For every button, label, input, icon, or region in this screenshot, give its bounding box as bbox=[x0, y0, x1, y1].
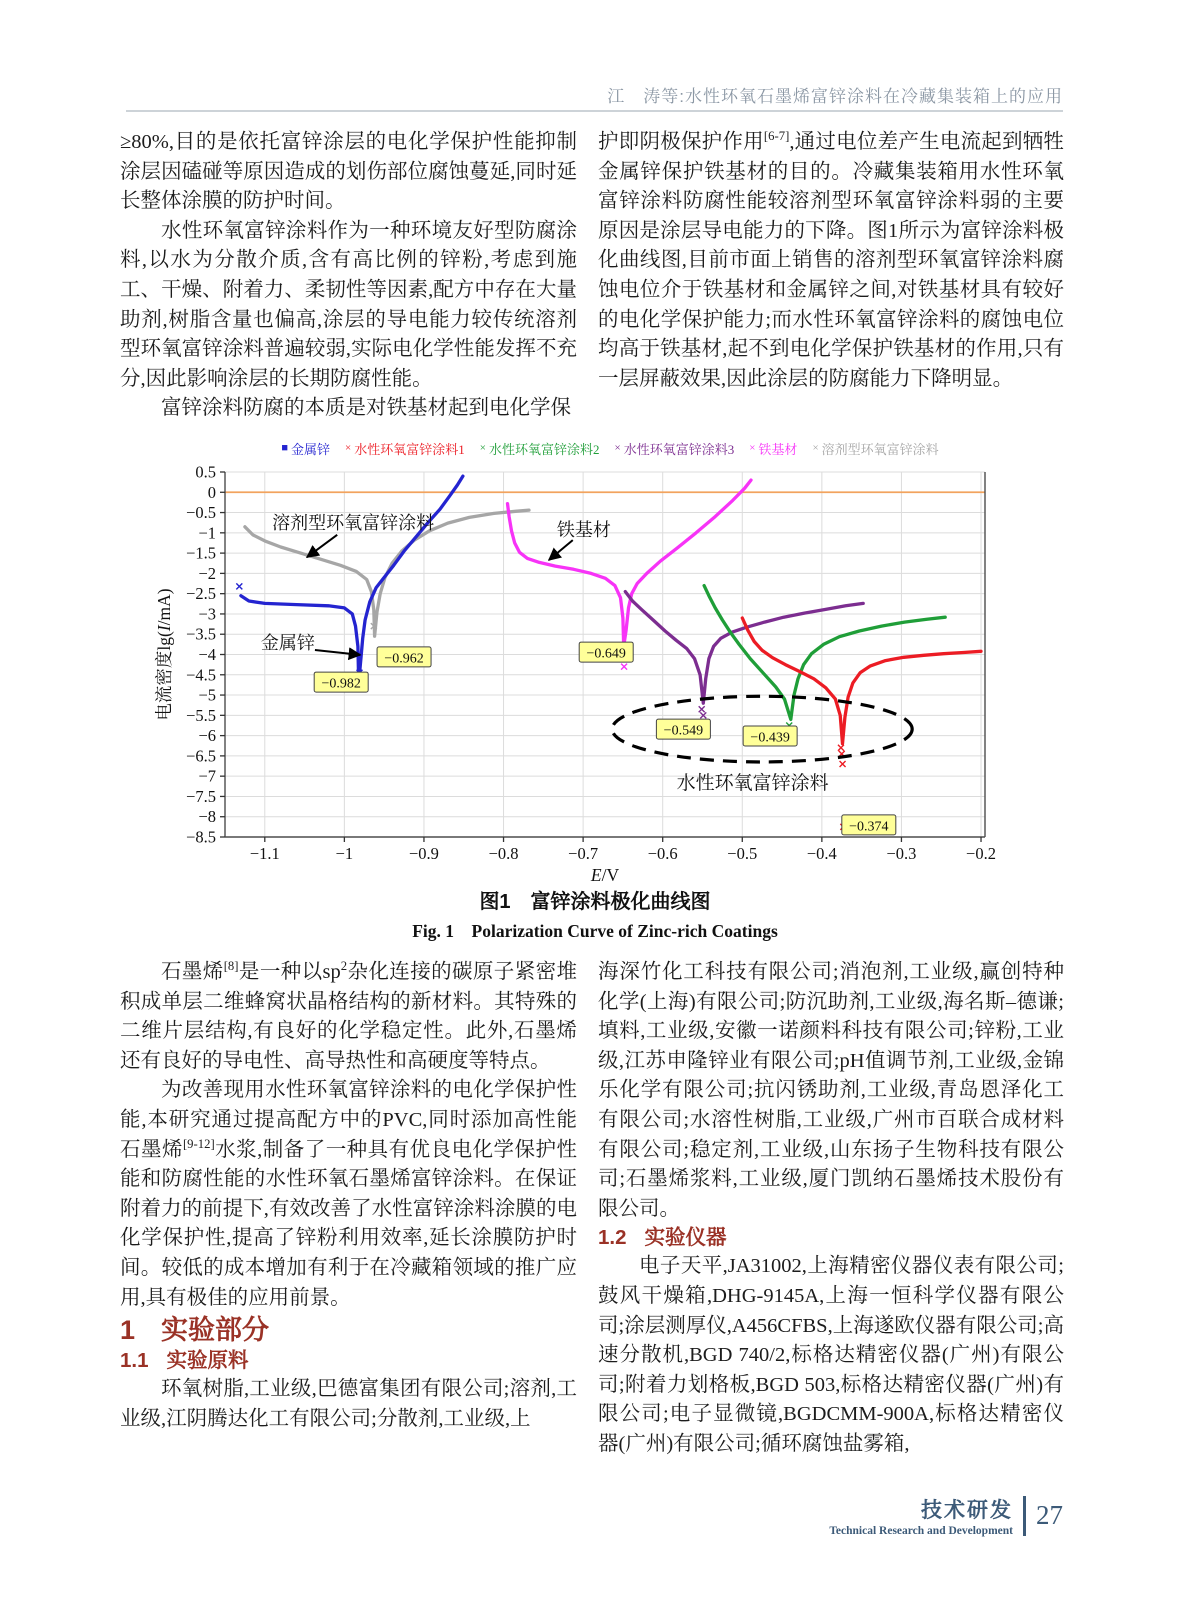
x-tick-label: −1 bbox=[335, 844, 354, 863]
scatter-marker bbox=[840, 761, 846, 767]
scatter-marker bbox=[621, 664, 627, 670]
y-tick-label: −3 bbox=[198, 604, 216, 624]
paragraph: 电子天平,JA31002,上海精密仪器仪表有限公司;鼓风干燥箱,DHG-9145A,上海一恒科学仪器有限公司;涂层测厚仪,A456CFBS,上海遂欧仪器有限公司;高速分散机,BGD 740/2,标格达精密仪器(广州)有限公司;附着力划格板,BGD 503,标格达精密仪器(广州)有限公司;电子显微镜,BGDCMM-900A,标格达精密仪器(广州)有限公司;循环腐蚀盐雾箱, bbox=[598, 1255, 1064, 1455]
section-heading-1-2 bbox=[598, 1224, 1064, 1252]
legend-label: 铁基材 bbox=[758, 442, 798, 457]
footer-divider bbox=[1023, 1496, 1026, 1536]
paragraph: 为改善现用水性环氧富锌涂料的电化学保护性能,本研究通过提高配方中的PVC,同时添加高性能石墨烯[9-12]水浆,制备了一种具有优良电化学保护性能和防腐性能的水性环氧石墨烯富锌涂料。在保证附着力的前提下,有效改善了水性富锌涂料涂膜的电化学保护性,提高了锌粉利用效率,延长涂膜防护时间。较低的成本增加有利于在冷藏箱领域的推广应用,具有极佳的应用前景。 bbox=[120, 1079, 578, 1309]
top-left-column bbox=[120, 128, 577, 424]
y-tick-label: −8.5 bbox=[186, 827, 216, 847]
x-tick-label: −0.3 bbox=[886, 844, 917, 863]
header-rule bbox=[126, 110, 1063, 112]
legend-label: 水性环氧富锌涂料1 bbox=[354, 442, 465, 457]
section-number: 1.1 bbox=[120, 1349, 149, 1373]
legend-label: 溶剂型环氧富锌涂料 bbox=[821, 442, 939, 457]
paragraph: 海深竹化工科技有限公司;消泡剂,工业级,赢创特种化学(上海)有限公司;防沉助剂,工业级,海名斯–德谦;填料,工业级,安徽一诺颜料科技有限公司;锌粉,工业级,江苏申隆锌业有限公司;pH值调节剂,工业级,金锦乐化学有限公司;抗闪锈助剂,工业级,青岛恩泽化工有限公司;水溶性树脂,工业级,广州市百联合成材料有限公司;稳定剂,工业级,山东扬子生物科技有限公司;石墨烯浆料,工业级,厦门凯纳石墨烯技术股份有限公司。 bbox=[598, 961, 1064, 1220]
legend-marker-icon: × bbox=[614, 442, 621, 454]
chart-annotation: 金属锌 bbox=[260, 633, 315, 654]
paragraph: 水性环氧富锌涂料作为一种环境友好型防腐涂料,以水为分散介质,含有高比例的锌粉,考虑到施工、干燥、附着力、柔韧性等因素,配方中存在大量助剂,树脂含量也偏高,涂层的导电能力较传统溶剂型环氧富锌涂料普遍较弱,实际电化学性能发挥不充分,因此影响涂层的长期防腐性能。 bbox=[120, 219, 577, 390]
x-tick-label: −0.8 bbox=[488, 844, 519, 863]
x-tick-label: −0.6 bbox=[647, 844, 678, 863]
bottom-left-column bbox=[120, 958, 577, 1434]
y-tick-label: −2.5 bbox=[186, 584, 216, 604]
y-tick-label: −8 bbox=[198, 807, 216, 827]
value-label: −0.962 bbox=[384, 651, 424, 667]
x-tick-label: −0.9 bbox=[408, 844, 439, 863]
legend-label: 水性环氧富锌涂料2 bbox=[488, 442, 600, 457]
polarization-curve bbox=[508, 480, 752, 646]
section-number: 1.2 bbox=[598, 1226, 627, 1250]
chart-annotation: 铁基材 bbox=[556, 519, 611, 540]
scatter-marker bbox=[236, 583, 242, 589]
section-title: 实验部分 bbox=[161, 1315, 270, 1346]
footer-section bbox=[829, 1494, 1013, 1537]
x-tick-label: −0.5 bbox=[727, 844, 758, 863]
scatter-marker bbox=[838, 745, 844, 751]
y-tick-label: −2 bbox=[198, 563, 216, 583]
legend-label: 水性环氧富锌涂料3 bbox=[623, 442, 735, 457]
paragraph: 富锌涂料防腐的本质是对铁基材起到电化学保 bbox=[161, 397, 571, 420]
section-heading-1 bbox=[120, 1313, 577, 1347]
y-tick-label: −1.5 bbox=[186, 543, 216, 563]
top-right-column bbox=[598, 128, 1064, 394]
figure-1 bbox=[140, 437, 1050, 958]
legend-marker-icon: × bbox=[749, 442, 756, 454]
y-tick-label: −7.5 bbox=[186, 786, 216, 806]
paragraph: 石墨烯[8]是一种以$sp^2$杂化连接的碳原子紧密堆积成单层二维蜂窝状晶格结构的新材料。其特殊的二维片层结构,有良好的化学稳定性。此外,石墨烯还有良好的导电性、高导热性和高硬度等特点。 bbox=[120, 959, 578, 1072]
paragraph: ≥80%,目的是依托富锌涂层的电化学保护性能抑制涂层因磕碰等原因造成的划伤部位腐蚀蔓延,同时延长整体涂膜的防护时间。 bbox=[120, 131, 577, 213]
footer-section-en: Technical Research and Development bbox=[829, 1525, 1013, 1537]
y-tick-label: −7 bbox=[198, 766, 216, 786]
legend-marker-icon: × bbox=[812, 442, 819, 454]
polarization-curve bbox=[625, 592, 863, 704]
value-label: −0.439 bbox=[750, 730, 790, 746]
x-tick-label: −1.1 bbox=[249, 844, 280, 863]
scatter-marker bbox=[699, 706, 705, 712]
x-tick-label: −0.7 bbox=[568, 844, 599, 863]
y-tick-label: −4.5 bbox=[186, 665, 216, 685]
legend-marker-icon: × bbox=[479, 442, 486, 454]
y-tick-label: −4 bbox=[198, 645, 216, 664]
y-tick-label: −1 bbox=[198, 523, 216, 543]
polarization-curve bbox=[742, 618, 981, 744]
paragraph: 护即阴极保护作用[6-7],通过电位差产生电流起到牺牲金属锌保护铁基材的目的。冷藏集装箱用水性环氧富锌涂料防腐性能较溶剂型环氧富锌涂料弱的主要原因是涂层导电能力的下降。图1所示为富锌涂料极化曲线图,目前市面上销售的溶剂型环氧富锌涂料腐蚀电位介于铁基材和金属锌之间,对铁基材具有较好的电化学保护能力;而水性环氧富锌涂料的腐蚀电位均高于铁基材,起不到电化学保护铁基材的作用,只有一层屏蔽效果,因此涂层的防腐能力下降明显。 bbox=[598, 129, 1065, 390]
section-number: 1 bbox=[120, 1315, 136, 1346]
chart-annotation: 溶剂型环氧富锌涂料 bbox=[272, 513, 435, 534]
running-header-title: 江 涛等:水性环氧石墨烯富锌涂料在冷藏集装箱上的应用 bbox=[607, 87, 1063, 106]
y-tick-label: 0.5 bbox=[195, 462, 216, 482]
figure-caption-zh: 图1 富锌涂料极化曲线图 bbox=[479, 891, 711, 913]
annotation-arrow bbox=[307, 535, 337, 557]
value-label: −0.549 bbox=[663, 723, 704, 739]
bottom-right-column bbox=[598, 958, 1064, 1460]
figure-caption-en: Fig. 1 Polarization Curve of Zinc-rich Coatings bbox=[412, 921, 778, 941]
legend-marker-icon: × bbox=[345, 442, 352, 454]
y-tick-label: −6 bbox=[198, 726, 216, 746]
section-heading-1-1 bbox=[120, 1347, 577, 1375]
section-title: 实验仪器 bbox=[644, 1226, 727, 1250]
y-tick-label: 0 bbox=[207, 482, 216, 502]
page-number: 27 bbox=[1036, 1500, 1063, 1530]
legend-label: 金属锌 bbox=[290, 442, 330, 457]
y-tick-label: −6.5 bbox=[186, 746, 216, 766]
legend-marker-icon: ■ bbox=[281, 442, 288, 454]
value-label: −0.982 bbox=[321, 676, 361, 692]
value-label: −0.649 bbox=[586, 646, 626, 662]
value-label: −0.374 bbox=[849, 819, 889, 835]
footer-section-zh: 技术研发 bbox=[921, 1499, 1013, 1522]
y-tick-label: −3.5 bbox=[186, 624, 216, 644]
chart-annotation: 水性环氧富锌涂料 bbox=[676, 773, 829, 795]
y-tick-label: −5.5 bbox=[186, 705, 216, 725]
annotation-arrow bbox=[549, 540, 573, 560]
x-tick-label: −0.4 bbox=[806, 844, 837, 863]
x-tick-label: −0.2 bbox=[966, 844, 996, 863]
y-tick-label: −5 bbox=[198, 685, 216, 705]
section-title: 实验原料 bbox=[166, 1349, 249, 1373]
polarization-chart bbox=[140, 455, 1050, 883]
x-axis-label: E/V bbox=[590, 865, 620, 883]
page-footer bbox=[829, 1494, 1063, 1537]
paragraph: 环氧树脂,工业级,巴德富集团有限公司;溶剂,工业级,江阴腾达化工有限公司;分散剂,工业级,上 bbox=[120, 1378, 577, 1430]
y-axis-label: 电流密度lg(I/mA) bbox=[154, 588, 174, 721]
y-tick-label: −0.5 bbox=[186, 503, 216, 523]
